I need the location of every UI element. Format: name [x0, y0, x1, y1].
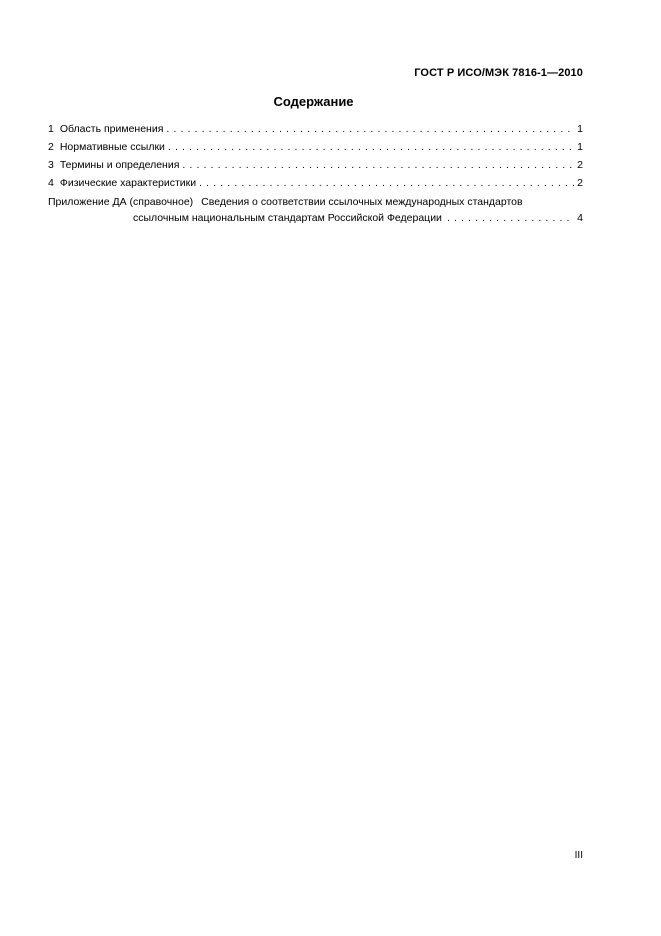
appendix-line-1: [48, 196, 583, 212]
dot-leader: [447, 212, 574, 224]
appendix-title-line-1: Сведения о соответствии ссылочных международных стандартов: [201, 196, 523, 208]
toc-entry-physical-characteristics[interactable]: [48, 177, 583, 195]
appendix-line-2: [48, 212, 583, 230]
toc-entry-page: 2: [577, 177, 583, 189]
toc-title: Содержание: [273, 94, 354, 109]
toc-entry-number: 4: [48, 177, 54, 189]
toc-entry-normative-references[interactable]: [48, 141, 583, 159]
appendix-prefix: Приложение ДА (справочное): [48, 196, 194, 208]
toc-entry-label: Физические характеристики: [59, 177, 197, 189]
dot-leader: [182, 159, 574, 171]
toc-entry-label: Нормативные ссылки: [59, 141, 165, 153]
toc-entry-page: 1: [577, 123, 583, 135]
toc-entry-scope[interactable]: [48, 123, 583, 141]
toc-entry-page: 1: [577, 141, 583, 153]
appendix-title-line-2: ссылочным национальным стандартам Российской Федерации: [133, 212, 442, 224]
toc-entry-number: 3: [48, 159, 54, 171]
toc-entry-number: 2: [48, 141, 54, 153]
toc-entry-terms-definitions[interactable]: [48, 159, 583, 177]
toc-entry-label: Область применения: [59, 123, 164, 135]
dot-leader: [168, 141, 574, 153]
dot-leader: [166, 123, 574, 135]
toc-entry-appendix[interactable]: [48, 196, 583, 230]
toc-entry-number: 1: [48, 123, 54, 135]
table-of-contents: [48, 123, 583, 230]
document-code: ГОСТ Р ИСО/МЭК 7816-1—2010: [414, 67, 583, 79]
dot-leader: [199, 177, 574, 189]
toc-entry-page: 4: [577, 212, 583, 224]
toc-entry-label: Термины и определения: [59, 159, 180, 171]
page-number: III: [574, 850, 583, 861]
toc-entry-page: 2: [577, 159, 583, 171]
